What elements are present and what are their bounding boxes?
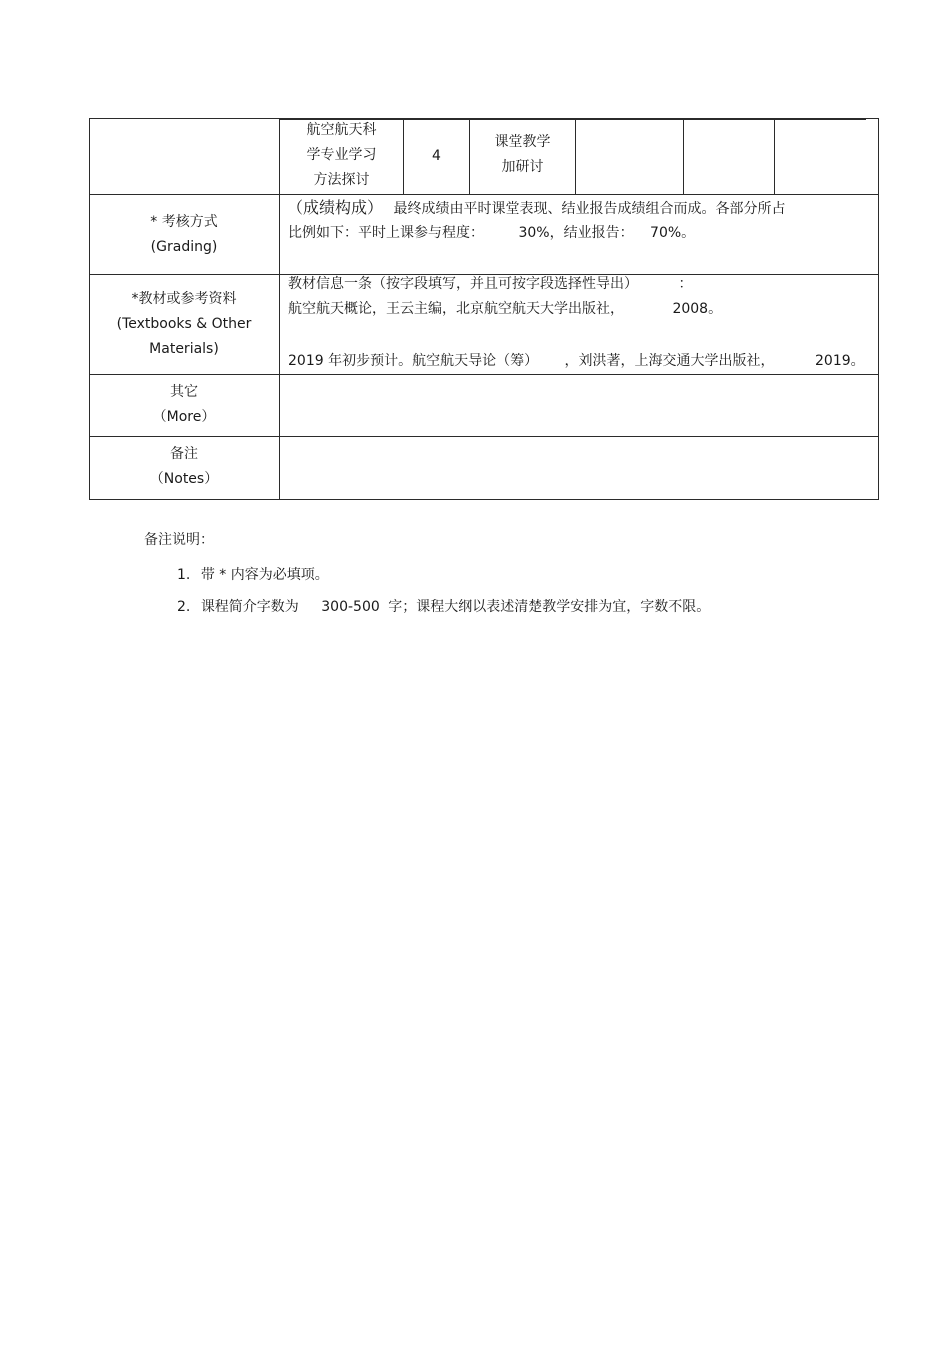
list-text: 带 * 内容为必填项。 <box>200 567 329 583</box>
course-hours: 4 <box>432 148 441 164</box>
course-topic-cell <box>280 118 403 193</box>
grading-text: 70%。 <box>650 225 696 241</box>
list-number: 1. <box>177 567 191 583</box>
course-method-line: 课堂教学 <box>494 134 551 150</box>
grading-label-en: (Grading) <box>150 239 218 255</box>
textbooks-text: 2019 年初步预计。航空航天导论（筹） <box>288 353 539 369</box>
textbooks-text: 教材信息一条（按字段填写，并且可按字段选择性导出） <box>288 276 638 292</box>
remarks-title: 备注说明： <box>144 532 214 548</box>
textbooks-label: *教材或参考资料 <box>131 291 237 307</box>
table-rule <box>878 118 879 500</box>
remarks-item-1 <box>177 564 329 584</box>
textbooks-label-cell <box>89 287 279 362</box>
table-rule <box>683 118 684 195</box>
textbooks-line-3 <box>288 349 865 374</box>
table-rule <box>89 499 879 500</box>
more-label: 其它 <box>170 384 198 400</box>
grading-text: 30%，结业报告： <box>518 225 634 241</box>
grading-label: * 考核方式 <box>150 214 218 230</box>
textbooks-text: ： <box>678 276 693 292</box>
list-text: 300-500 <box>321 599 380 615</box>
list-text: 课程简介字数为 <box>200 599 299 615</box>
grading-label-cell <box>89 210 279 260</box>
grading-line-2 <box>288 221 695 246</box>
grading-heading: （成绩构成） <box>287 198 384 217</box>
course-topic-line: 学专业学习 <box>306 147 377 163</box>
textbooks-text: 航空航天概论，王云主编，北京航空航天大学出版社， <box>288 301 624 317</box>
textbooks-line-2 <box>288 297 722 322</box>
course-topic-line: 航空航天科 <box>306 122 377 138</box>
notes-label: 备注 <box>170 446 198 462</box>
notes-label-en: （Notes） <box>149 471 219 487</box>
grading-text: 比例如下：平时上课参与程度： <box>288 225 484 241</box>
course-topic-line: 方法探讨 <box>313 172 370 188</box>
table-rule <box>575 118 576 195</box>
table-rule <box>774 118 775 195</box>
table-rule <box>89 374 879 375</box>
textbooks-label-en: Materials) <box>149 341 219 357</box>
course-method-line: 加研讨 <box>501 159 544 175</box>
grading-line-1 <box>287 195 785 222</box>
table-rule <box>89 436 879 437</box>
more-label-cell <box>89 380 279 430</box>
more-label-en: （More） <box>152 409 216 425</box>
list-number: 2. <box>177 599 191 615</box>
course-method-cell <box>470 130 575 180</box>
course-info-table <box>89 118 879 500</box>
textbooks-text: ，刘洪著，上海交通大学出版社， <box>564 353 775 369</box>
textbooks-text: 2008。 <box>672 301 723 317</box>
list-text: 字；课程大纲以表述清楚教学安排为宜，字数不限。 <box>388 599 711 615</box>
textbooks-line-1 <box>288 272 692 297</box>
textbooks-text: 2019。 <box>815 353 865 369</box>
notes-label-cell <box>89 442 279 492</box>
remarks-item-2 <box>177 596 710 616</box>
grading-text: 最终成绩由平时课堂表现、结业报告成绩组合而成。各部分所占 <box>393 201 786 217</box>
textbooks-label-en: (Textbooks & Other <box>116 316 252 332</box>
